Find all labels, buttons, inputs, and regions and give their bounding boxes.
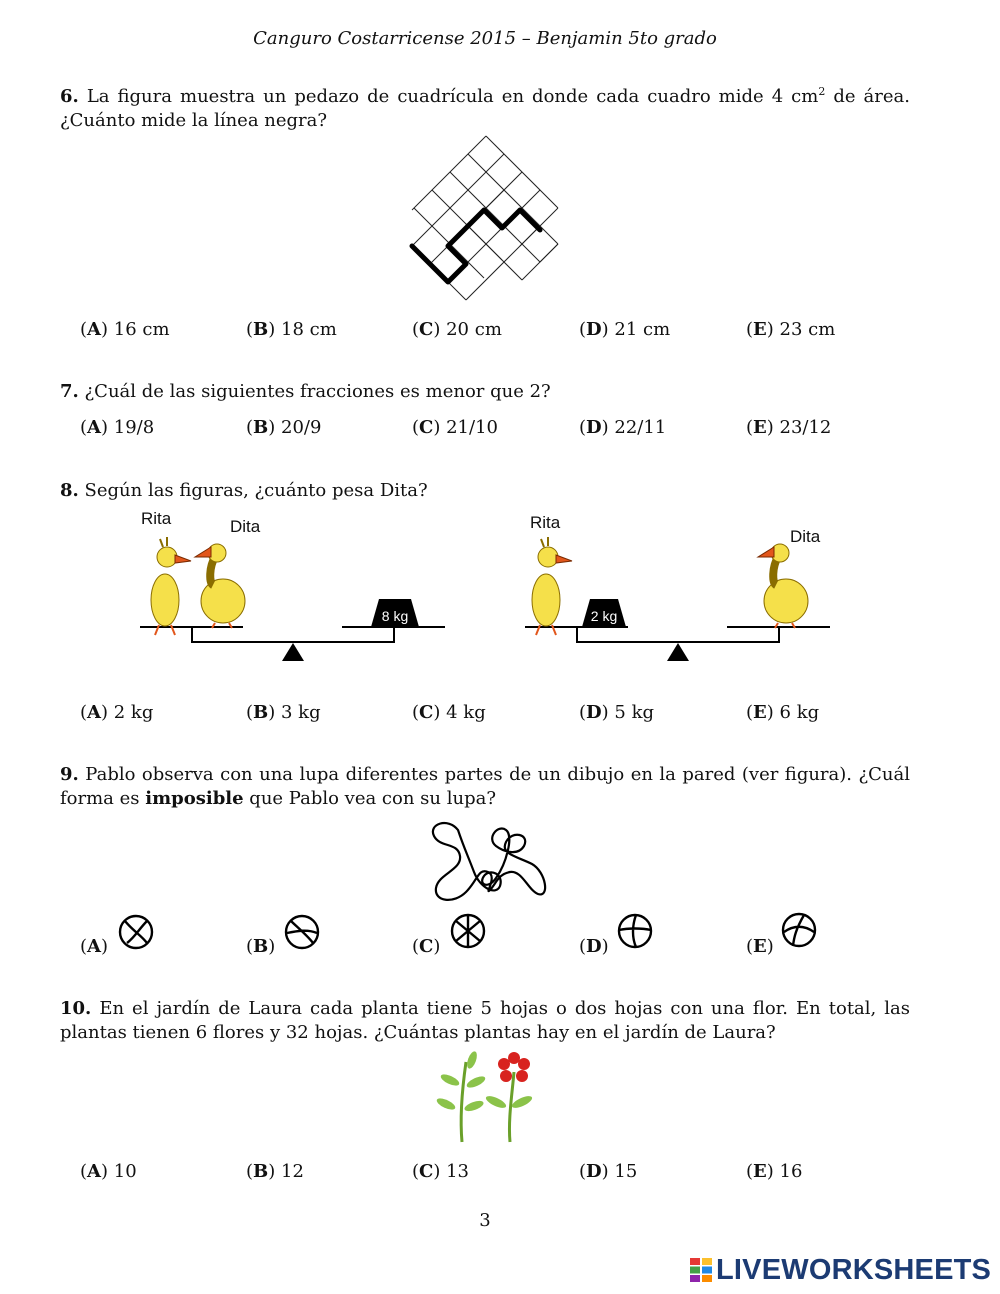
option-c[interactable]: (C) bbox=[412, 936, 441, 957]
option-d[interactable]: (D) 5 kg bbox=[579, 702, 654, 723]
option-a[interactable]: (A) 10 bbox=[80, 1161, 137, 1182]
dita-label: Dita bbox=[230, 517, 261, 536]
rita-label: Rita bbox=[530, 513, 561, 532]
logo-text: LIVEWORKSHEETS bbox=[716, 1253, 992, 1286]
option-c[interactable]: (C) 21/10 bbox=[412, 417, 498, 438]
weight-label: 2 kg bbox=[590, 608, 618, 624]
question-8 bbox=[60, 479, 910, 503]
question-number: 10. bbox=[60, 998, 92, 1019]
question-number: 7. bbox=[60, 381, 79, 402]
shape-e-icon[interactable] bbox=[780, 911, 820, 951]
question-number: 9. bbox=[60, 764, 79, 785]
rita-bird bbox=[151, 537, 191, 635]
grid-figure bbox=[400, 130, 570, 310]
option-d[interactable]: (D) 21 cm bbox=[579, 319, 671, 340]
option-b[interactable]: (B) 12 bbox=[246, 1161, 304, 1182]
option-d[interactable]: (D) 22/11 bbox=[579, 417, 667, 438]
option-a[interactable]: (A) 16 cm bbox=[80, 319, 170, 340]
option-b[interactable]: (B) bbox=[246, 936, 276, 957]
shape-b-icon[interactable] bbox=[283, 913, 323, 953]
question-number: 6. bbox=[60, 86, 79, 107]
option-c[interactable]: (C) 20 cm bbox=[412, 319, 502, 340]
flowering-plant bbox=[484, 1052, 533, 1142]
question-text-cont: de área. ¿Cuánto mide la línea negra? bbox=[60, 86, 910, 131]
shape-d-icon[interactable] bbox=[616, 912, 656, 952]
option-d[interactable]: (D) 15 bbox=[579, 1161, 638, 1182]
liveworksheets-logo[interactable] bbox=[690, 1255, 991, 1285]
rita-label: Rita bbox=[141, 509, 172, 528]
shape-a-icon[interactable] bbox=[117, 913, 157, 953]
question-text-cont: que Pablo vea con su lupa? bbox=[243, 788, 496, 809]
option-b[interactable]: (B) 20/9 bbox=[246, 417, 322, 438]
option-d[interactable]: (D) bbox=[579, 936, 609, 957]
question-text: En el jardín de Laura cada planta tiene 5 hojas o dos hojas con una flor. En total, las plantas tienen 6 flores y 32 hojas. ¿Cuántas plantas hay en el jardín de Laura? bbox=[60, 998, 910, 1043]
option-c[interactable]: (C) 13 bbox=[412, 1161, 470, 1182]
black-path-line bbox=[412, 210, 540, 282]
liveworksheets-icon bbox=[690, 1258, 712, 1282]
bold-word: imposible bbox=[145, 788, 244, 809]
weight-label: 8 kg bbox=[381, 608, 409, 624]
dita-bird bbox=[758, 544, 808, 628]
page-header: Canguro Costarricense 2015 – Benjamin 5to grado bbox=[253, 28, 717, 49]
question-6 bbox=[60, 80, 910, 133]
fulcrum-triangle bbox=[667, 643, 689, 661]
option-a[interactable]: (A) 2 kg bbox=[80, 702, 154, 723]
question-text: Pablo observa con una lupa diferentes partes de un dibujo en la pared (ver figura). ¿Cuál forma es bbox=[60, 764, 910, 809]
option-b[interactable]: (B) 3 kg bbox=[246, 702, 321, 723]
question-number: 8. bbox=[60, 480, 79, 501]
question-7 bbox=[60, 380, 910, 404]
fulcrum-triangle bbox=[282, 643, 304, 661]
rita-bird bbox=[532, 537, 572, 635]
option-e[interactable]: (E) 6 kg bbox=[746, 702, 820, 723]
superscript: 2 bbox=[818, 85, 826, 98]
option-a[interactable]: (A) 19/8 bbox=[80, 417, 155, 438]
seesaw-left-figure bbox=[135, 505, 455, 665]
question-10 bbox=[60, 997, 910, 1045]
option-c[interactable]: (C) 4 kg bbox=[412, 702, 486, 723]
question-text: ¿Cuál de las siguientes fracciones es menor que 2? bbox=[84, 381, 551, 402]
question-9 bbox=[60, 763, 910, 811]
shape-c-icon[interactable] bbox=[449, 912, 489, 952]
option-b[interactable]: (B) 18 cm bbox=[246, 319, 337, 340]
dita-bird bbox=[195, 544, 245, 628]
option-e[interactable]: (E) bbox=[746, 936, 774, 957]
option-e[interactable]: (E) 23/12 bbox=[746, 417, 832, 438]
page-number: 3 bbox=[479, 1210, 491, 1231]
question-text: La figura muestra un pedazo de cuadrícula en donde cada cuadro mide 4 cm bbox=[86, 86, 819, 107]
leafy-plant bbox=[435, 1050, 487, 1142]
plants-figure bbox=[432, 1050, 537, 1145]
dita-label: Dita bbox=[790, 527, 821, 546]
seesaw-right-figure bbox=[520, 505, 840, 665]
curve-drawing bbox=[420, 812, 550, 907]
option-e[interactable]: (E) 16 bbox=[746, 1161, 803, 1182]
option-e[interactable]: (E) 23 cm bbox=[746, 319, 836, 340]
option-a[interactable]: (A) bbox=[80, 936, 109, 957]
question-text: Según las figuras, ¿cuánto pesa Dita? bbox=[84, 480, 428, 501]
